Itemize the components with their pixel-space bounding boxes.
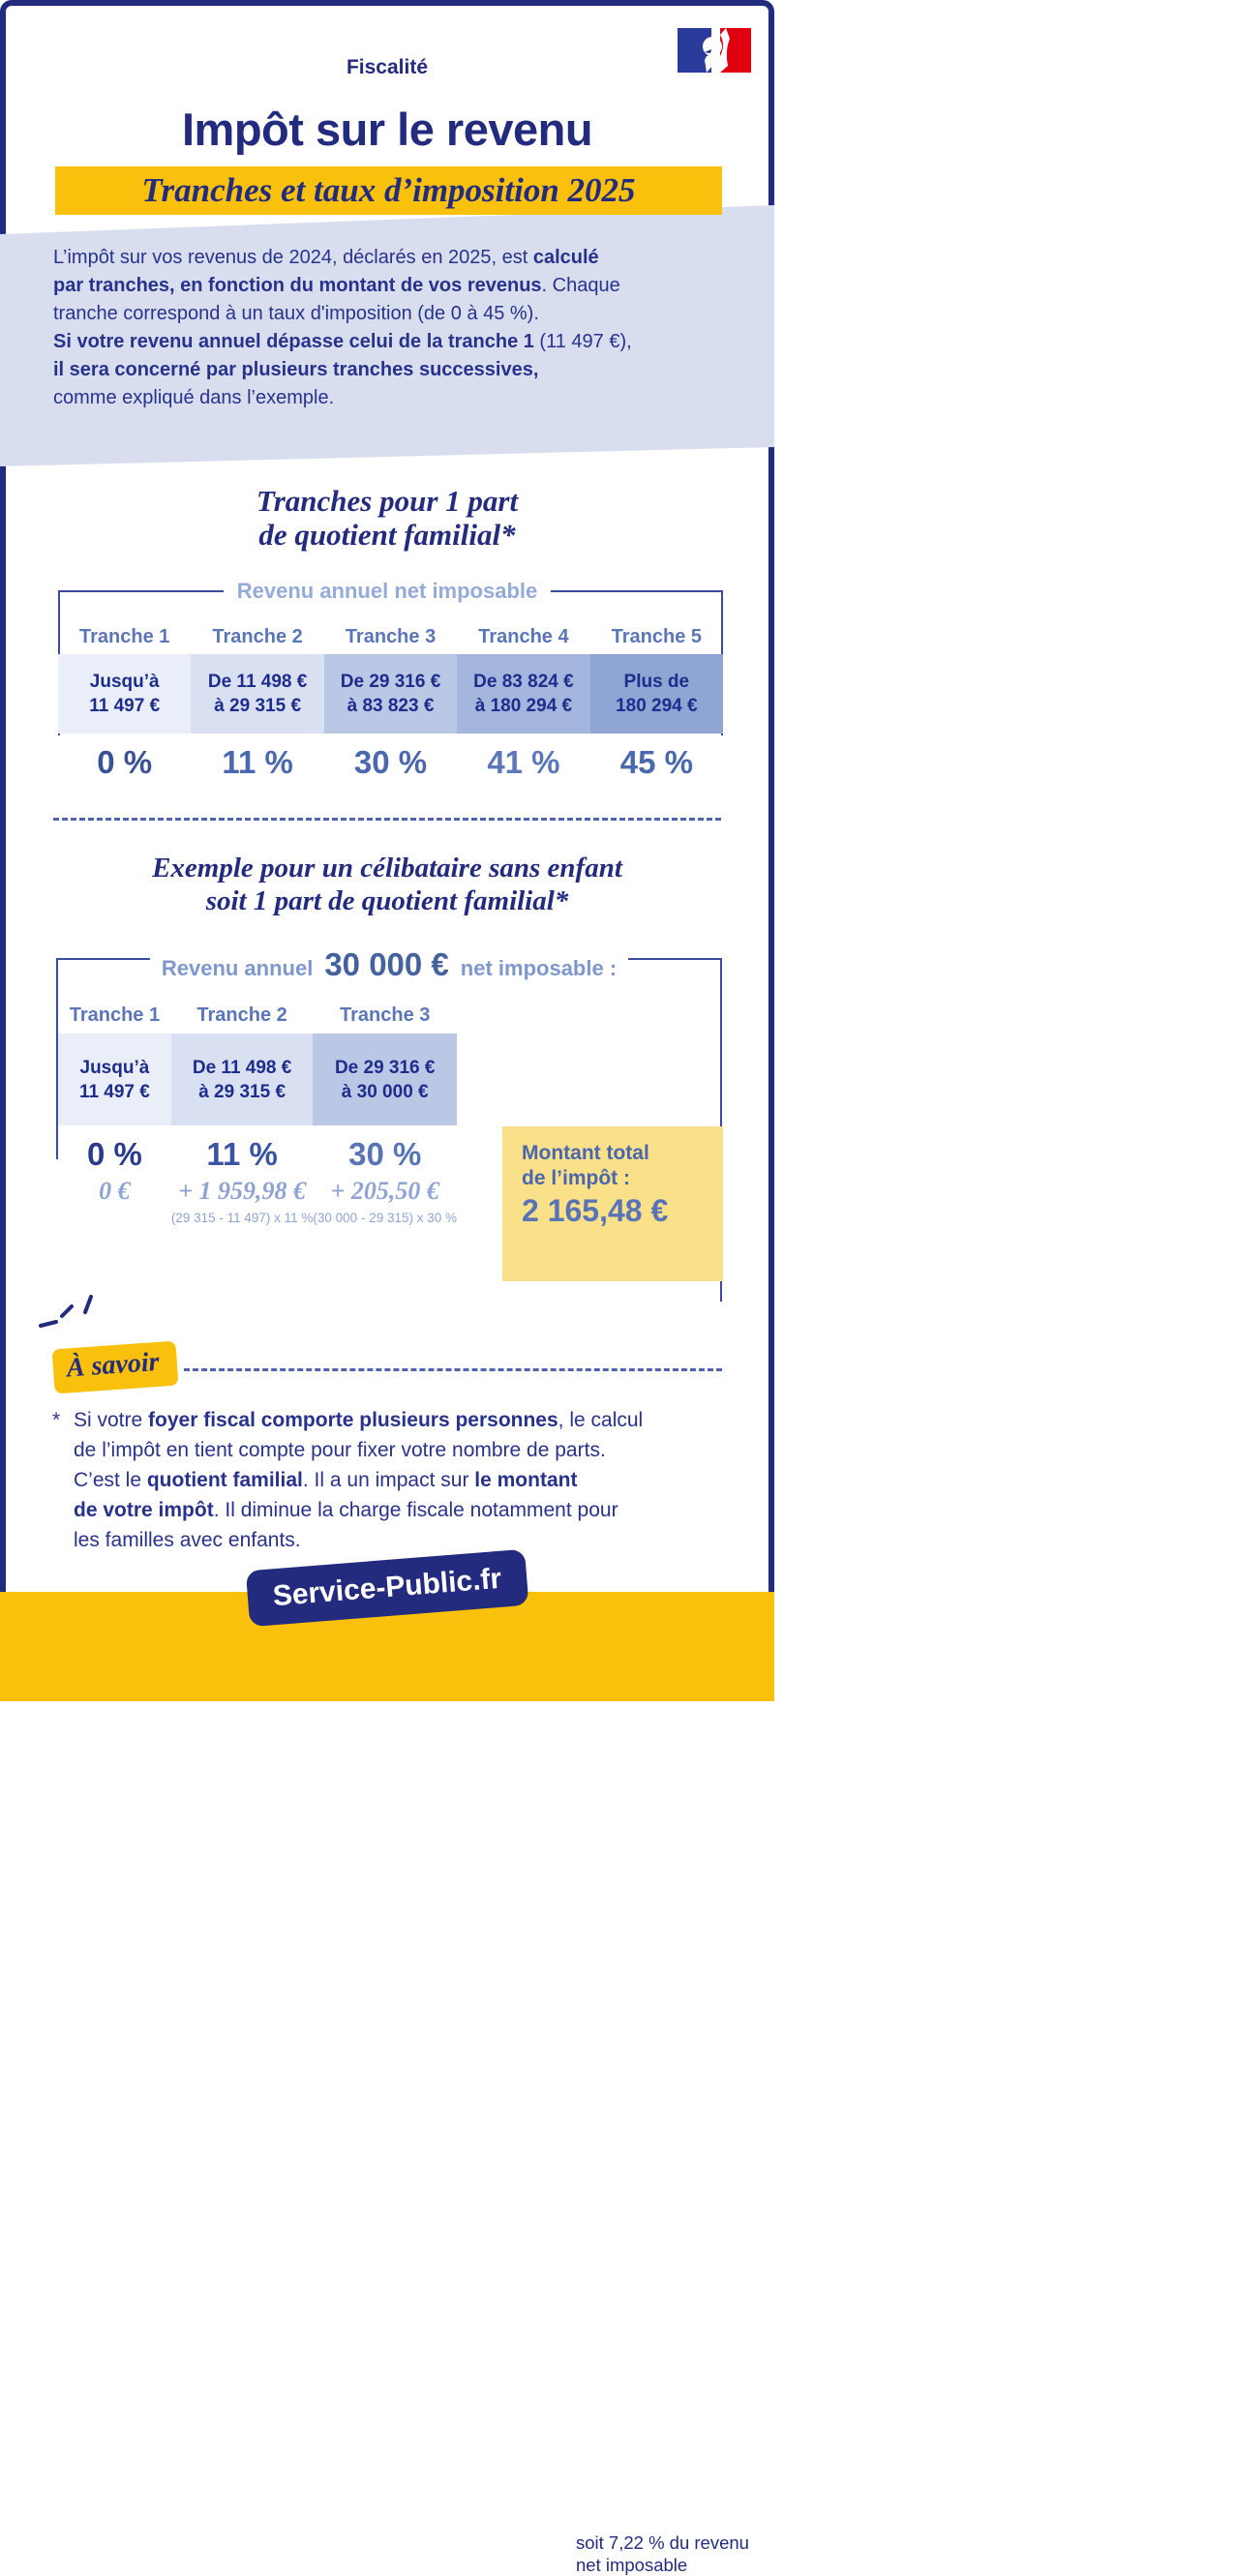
dashed-divider: [53, 818, 721, 821]
dashed-divider-2: [184, 1368, 722, 1371]
a-savoir-tag: [52, 1341, 179, 1394]
column-header: Tranche 2: [196, 1003, 287, 1026]
bracket-range-cell: Jusqu’à 11 497 €: [58, 1033, 171, 1125]
a-savoir-tag-text: À savoir: [65, 1346, 161, 1384]
column-header: Tranche 3: [340, 1003, 431, 1026]
tax-rate: 11 %: [206, 1136, 278, 1172]
tax-formula: (30 000 - 29 315) x 30 %: [313, 1211, 457, 1225]
column-header: Tranche 1: [79, 625, 170, 647]
tax-formula: (29 315 - 11 497) x 11 %: [170, 1211, 314, 1225]
bracket-range-cell: De 83 824 € à 180 294 €: [457, 654, 589, 734]
column-header: Tranche 1: [69, 1003, 161, 1026]
tax-rate: 0 %: [86, 1136, 142, 1172]
footnote: * Si votre foyer fiscal comporte plusieurs personnes, le calcul de l’impôt en tient compte pour fixer votre nombre de parts. C’est le quotient familial. Il a un impact sur le montant de votre impôt. Il diminue la charge fiscale notamment pour les familles avec enfants.: [50, 1405, 734, 1555]
page-title: Impôt sur le revenu: [181, 104, 593, 155]
service-public-badge-text: Service-Public.fr: [271, 1562, 503, 1613]
tax-amount: 0 €: [99, 1177, 131, 1205]
bracket-range-cell: De 11 498 € à 29 315 €: [191, 654, 323, 734]
total-tax-box: [502, 1126, 749, 2575]
tax-amount: + 1 959,98 €: [178, 1177, 307, 1205]
bracket-table-legend: [0, 579, 774, 604]
bracket-range-cell: Jusqu’à 11 497 €: [58, 654, 191, 734]
column-header: Tranche 4: [478, 625, 569, 647]
category-label: Fiscalité: [346, 56, 429, 78]
bracket-column: [590, 619, 723, 782]
column-header: Tranche 5: [611, 625, 703, 647]
section-title-example: Exemple pour un célibataire sans enfant soit 1 part de quotient familial*: [152, 853, 622, 916]
column-header: Tranche 3: [345, 625, 437, 647]
subtitle-banner-text: Tranches et taux d’imposition 2025: [141, 171, 636, 209]
total-tax-amount: 2 165,48 €: [522, 1193, 669, 1228]
bracket-column: [58, 619, 191, 782]
bracket-range-cell: De 29 316 € à 83 823 €: [324, 654, 457, 734]
column-header: Tranche 2: [212, 625, 303, 647]
section-title-brackets: Tranches pour 1 part de quotient familial*: [256, 484, 519, 552]
tax-amount: + 205,50 €: [330, 1177, 439, 1205]
subtitle-banner: [55, 166, 722, 215]
total-tax-note: soit 7,22 % du revenu net imposable: [576, 2532, 749, 2575]
tax-rate: 0 %: [97, 744, 153, 780]
bracket-column: [313, 997, 457, 1228]
tax-rate: 41 %: [487, 744, 560, 780]
tax-rate: 30 %: [348, 1136, 422, 1172]
tax-rate: 45 %: [619, 744, 693, 780]
bracket-column: [324, 619, 457, 782]
footnote-asterisk: *: [52, 1409, 61, 1431]
bracket-range-cell: De 29 316 € à 30 000 €: [313, 1033, 457, 1125]
example-income-amount: 30 000 €: [324, 946, 449, 982]
example-legend-suffix: net imposable :: [460, 956, 618, 980]
example-table: [58, 997, 457, 1228]
bracket-column: [457, 619, 589, 782]
tax-rate: 11 %: [222, 744, 293, 780]
bracket-column: [191, 619, 323, 782]
intro-paragraph: L’impôt sur vos revenus de 2024, déclarés en 2025, est calculé par tranches, en fonction du montant de vos revenus. Chaque tranche correspond à un taux d'imposition (de 0 à 45 %). Si votre revenu annuel dépasse celui de la tranche 1 (11 497 €), il sera concerné par plusieurs tranches successives, comme expliqué dans l’exemple.: [53, 247, 632, 408]
bracket-column: [171, 997, 314, 1228]
bracket-column: [58, 997, 171, 1228]
bracket-table: [58, 619, 723, 782]
total-tax-label: Montant total de l’impôt :: [522, 1142, 649, 1189]
bracket-table-legend-text: Revenu annuel net imposable: [224, 579, 552, 603]
bracket-range-cell: Plus de 180 294 €: [590, 654, 723, 734]
bracket-range-cell: De 11 498 € à 29 315 €: [171, 1033, 314, 1125]
tax-rate: 30 %: [353, 744, 428, 780]
sparkle-icon: [35, 1295, 103, 1351]
example-table-legend: [56, 946, 722, 983]
example-legend-prefix: Revenu annuel: [161, 956, 314, 980]
